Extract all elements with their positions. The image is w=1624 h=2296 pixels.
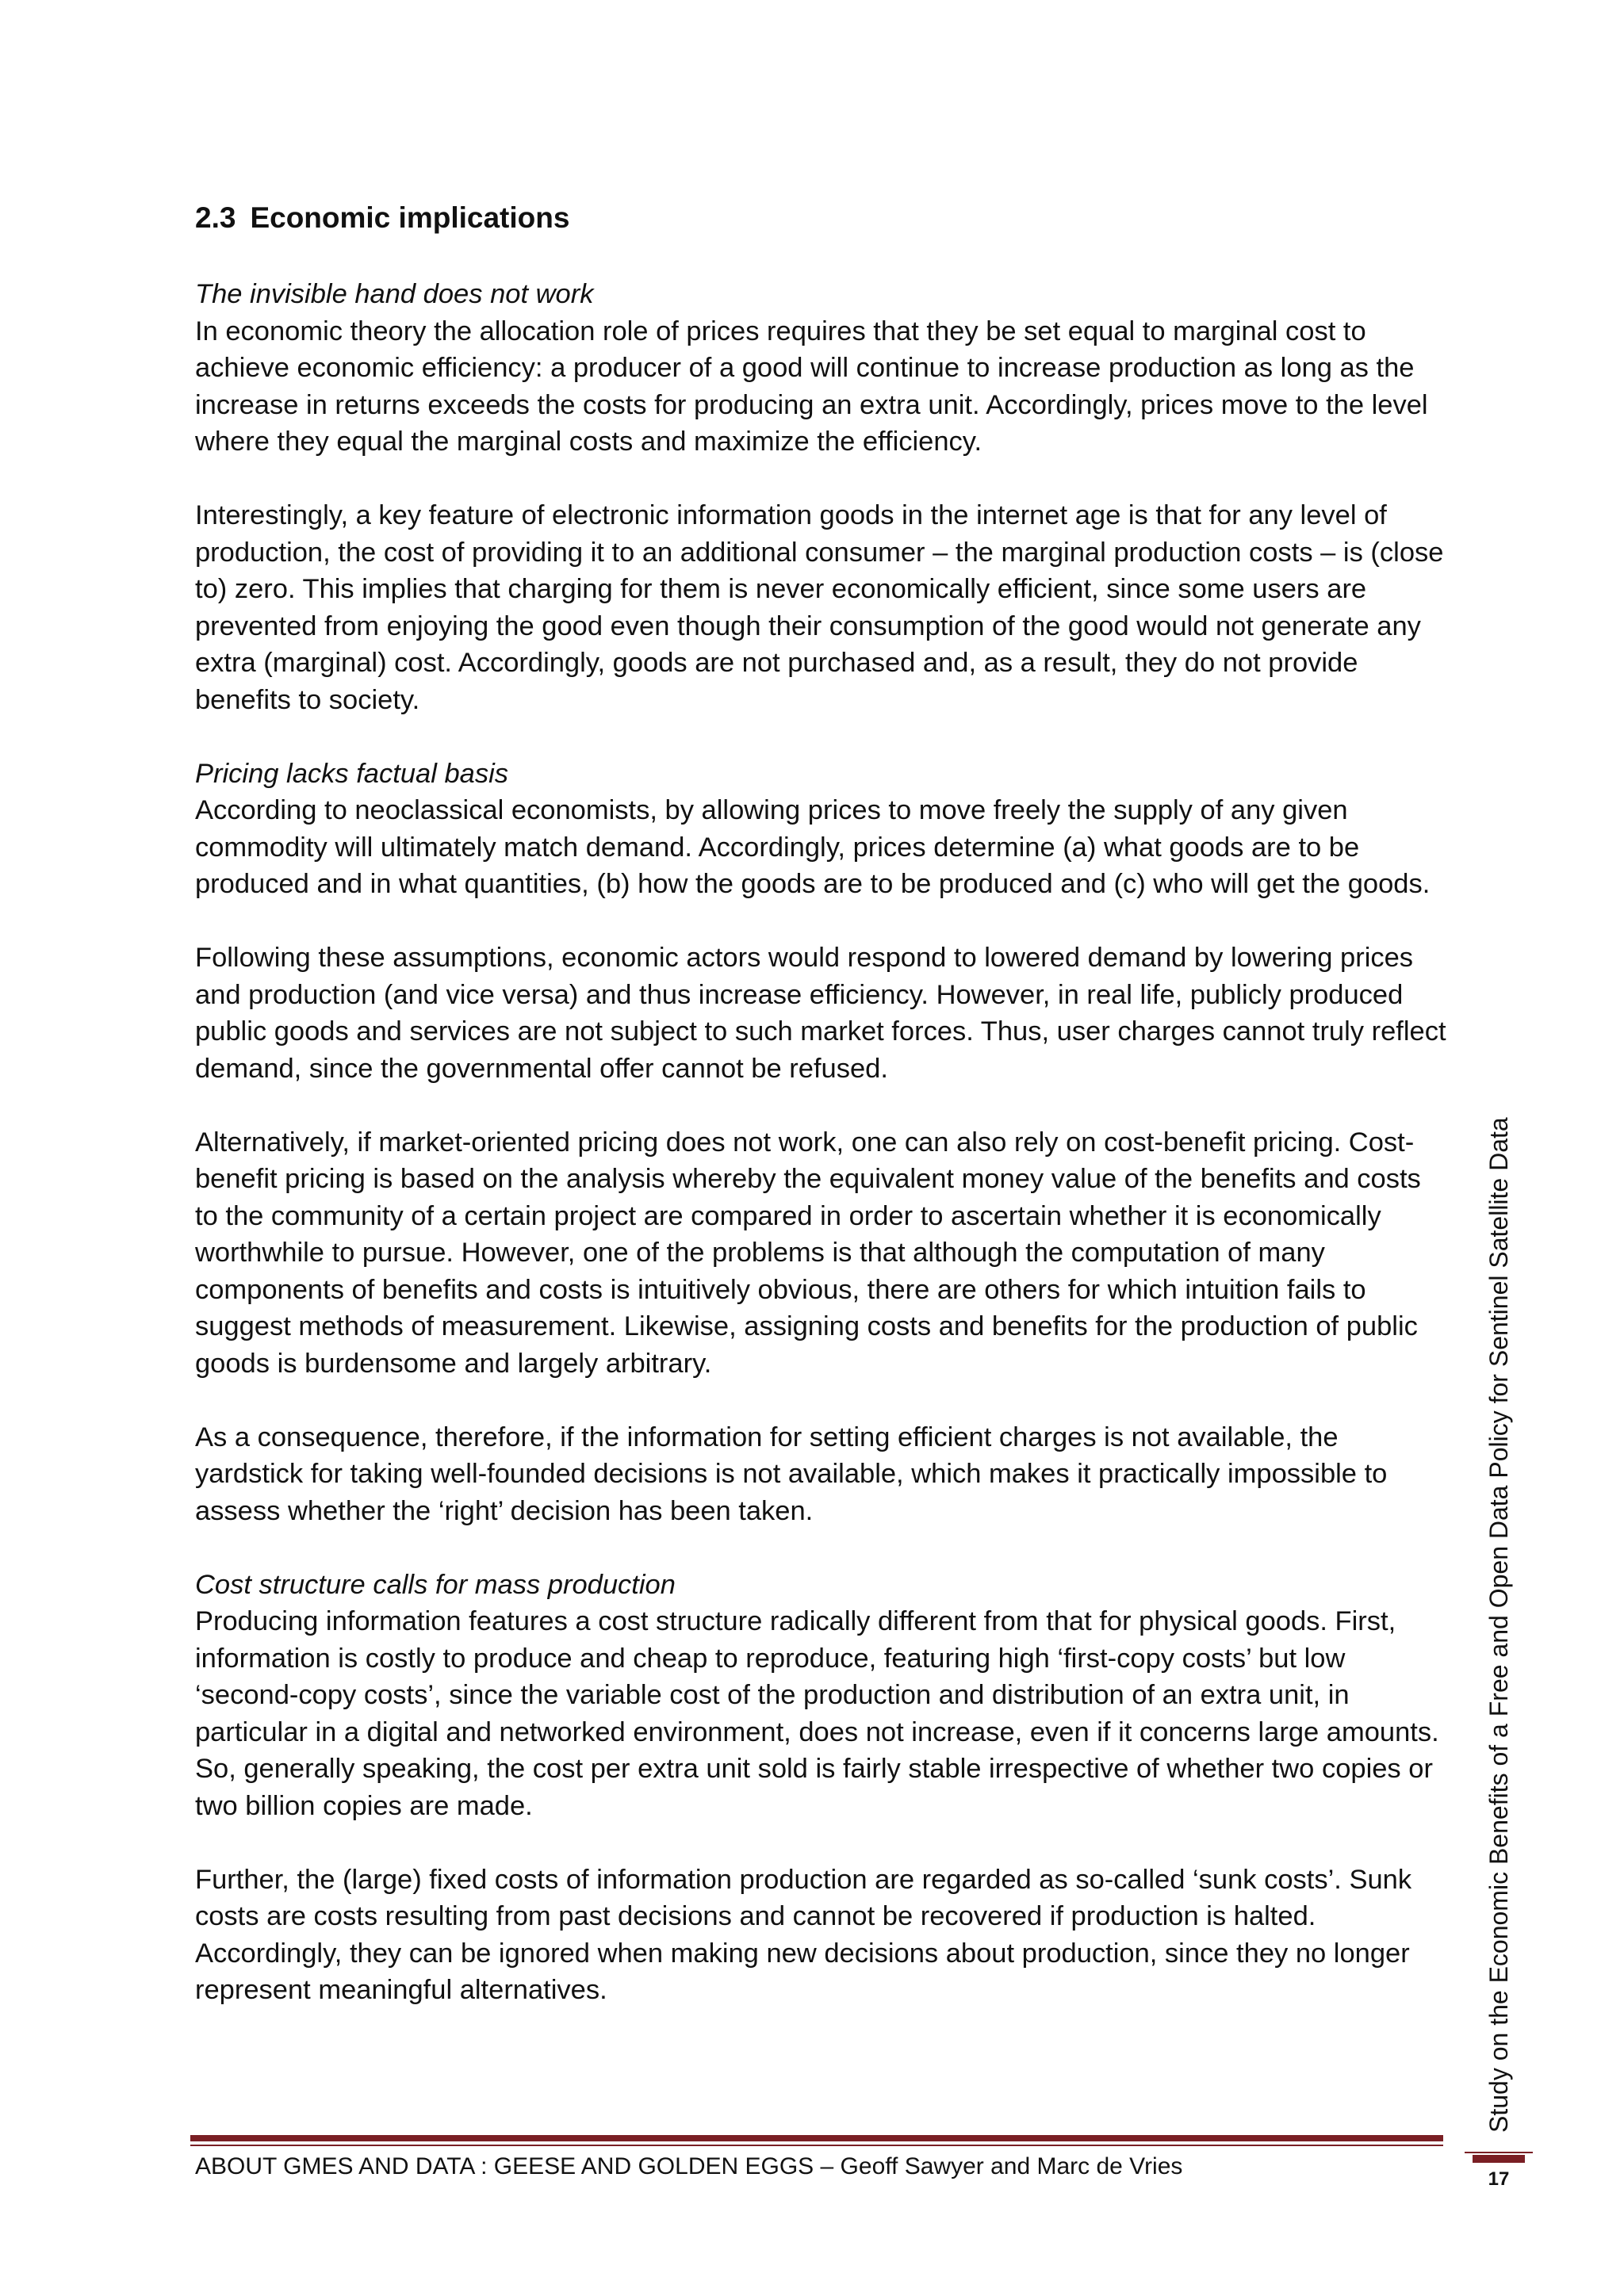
section-number: 2.3: [195, 201, 236, 234]
page-number: 17: [1488, 2168, 1510, 2190]
page-number-rule-thick: [1473, 2155, 1525, 2163]
paragraph-text: In economic theory the allocation role of prices requires that they be set equal to marginal cost to achieve economic efficiency: a producer of a good will continue to increase production as long as the increase in returns exceeds the costs for producing an extra unit. Accordingly, prices move to the level where they equal the marginal costs and maximize the efficiency.: [195, 316, 1428, 457]
paragraph: [195, 276, 1448, 461]
paragraph: [195, 1862, 1448, 2009]
main-content: [195, 197, 1448, 2045]
paragraph-text: Interestingly, a key feature of electronic information goods in the internet age is that for any level of production, the cost of providing it to an additional consumer – the marginal production costs – is (close to) zero. This implies that charging for them is never economically efficient, since some users are prevented from enjoying the good even though their consumption of the good would not generate any extra (marginal) cost. Accordingly, goods are not purchased and, as a result, they do not provide benefits to society.: [195, 500, 1444, 715]
sidebar-document-title: Study on the Economic Benefits of a Free and Open Data Policy for Sentinel Satellite Data: [1484, 1117, 1513, 2133]
subheading: The invisible hand does not work: [195, 279, 594, 309]
paragraph: [195, 1124, 1448, 1383]
paragraph: [195, 1419, 1448, 1530]
paragraph: [195, 497, 1448, 718]
paragraph: [195, 756, 1448, 903]
footer-rule-thick: [190, 2135, 1443, 2141]
paragraph: [195, 939, 1448, 1087]
paragraph-text: As a consequence, therefore, if the information for setting efficient charges is not available, the yardstick for taking well-founded decisions is not available, which makes it practically impossible to assess whether the ‘right’ decision has been taken.: [195, 1422, 1388, 1526]
page-number-rule-thin: [1465, 2152, 1533, 2153]
section-title: Economic implications: [250, 201, 570, 234]
footer-text: ABOUT GMES AND DATA : GEESE AND GOLDEN EGGS – Geoff Sawyer and Marc de Vries: [195, 2153, 1183, 2179]
footer-rule-thin: [190, 2145, 1443, 2146]
paragraph-text: According to neoclassical economists, by allowing prices to move freely the supply of any given commodity will ultimately match demand. Accordingly, prices determine (a) what goods are to be produced and in what quantities, (b) how the goods are to be produced and (c) who will get the goods.: [195, 795, 1431, 899]
subheading: Cost structure calls for mass production: [195, 1569, 676, 1600]
paragraph-text: Further, the (large) fixed costs of information production are regarded as so-called ‘sunk costs’. Sunk costs are costs resulting from past decisions and cannot be recovered if production is halted. Accordingly, they can be ignored when making new decisions about production, since they no longer represent meaningful alternatives.: [195, 1864, 1412, 2005]
paragraph: [195, 1567, 1448, 1825]
section-heading: [195, 197, 1448, 239]
paragraph-text: Alternatively, if market-oriented pricing does not work, one can also rely on cost-benefit pricing. Cost-benefit pricing is based on the analysis whereby the equivalent money value of the benefits and costs to the community of a certain project are compared in order to ascertain whether it is economically worthwhile to pursue. However, one of the problems is that although the computation of many components of benefits and costs is intuitively obvious, there are others for which intuition fails to suggest methods of measurement. Likewise, assigning costs and benefits for the production of public goods is burdensome and largely arbitrary.: [195, 1127, 1421, 1379]
paragraph-text: Producing information features a cost structure radically different from that for physical goods. First, information is costly to produce and cheap to reproduce, featuring high ‘first-copy costs’ but low ‘second-copy costs’, since the variable cost of the production and distribution of an extra unit, in particular in a digital and networked environment, does not increase, even if it concerns large amounts. So, generally speaking, the cost per extra unit sold is fairly stable irrespective of whether two copies or two billion copies are made.: [195, 1606, 1439, 1821]
paragraph-text: Following these assumptions, economic actors would respond to lowered demand by lowering prices and production (and vice versa) and thus increase efficiency. However, in real life, publicly produced public goods and services are not subject to such market forces. Thus, user charges cannot truly reflect demand, since the governmental offer cannot be refused.: [195, 943, 1446, 1084]
subheading: Pricing lacks factual basis: [195, 758, 508, 789]
